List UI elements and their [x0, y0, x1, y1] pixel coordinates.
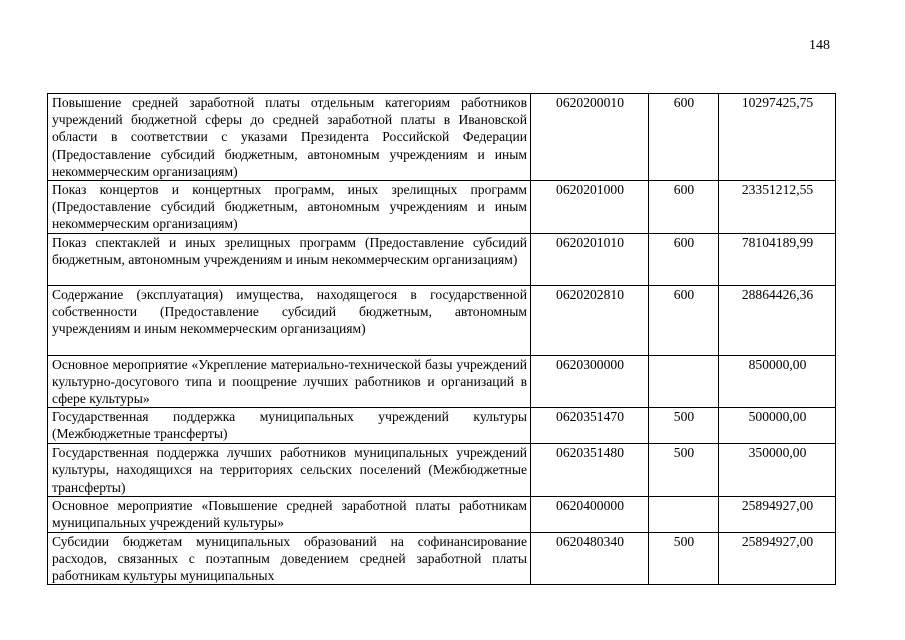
row-description: Субсидии бюджетам муниципальных образований на софинансирование расходов, связанных с поэтапным доведением средней заработной платы работникам культуры муниципальных: [48, 532, 531, 585]
page-number: 148: [809, 38, 830, 53]
table-row: [48, 285, 836, 355]
table-row: [48, 408, 836, 444]
row-description: Повышение средней заработной платы отдельным категориям работников учреждений бюджетной сферы до средней заработной платы в Ивановской области в соответствии с указами Президента Российской Федерации (Предоставление субсидий бюджетным, автономным учреждениям и иным некоммерческим организациям): [48, 94, 531, 181]
row-amount: 500000,00: [719, 408, 836, 444]
row-type: 600: [649, 181, 719, 234]
row-code: 0620351480: [531, 444, 649, 497]
row-type: 600: [649, 233, 719, 285]
row-amount: 10297425,75: [719, 94, 836, 181]
table-row: [48, 233, 836, 285]
table-row: [48, 94, 836, 181]
row-amount: 23351212,55: [719, 181, 836, 234]
row-type: 500: [649, 532, 719, 585]
row-description: Показ концертов и концертных программ, иных зрелищных программ (Предоставление субсидий бюджетным, автономным учреждениям и иным некоммерческим организациям): [48, 181, 531, 234]
row-code: 0620202810: [531, 285, 649, 355]
table-row: [48, 444, 836, 497]
row-description: Содержание (эксплуатация) имущества, находящегося в государственной собственности (Предоставление субсидий бюджетным, автономным учреждениям и иным некоммерческим организациям): [48, 285, 531, 355]
table-row: [48, 496, 836, 532]
row-code: 0620400000: [531, 496, 649, 532]
row-amount: 850000,00: [719, 355, 836, 408]
budget-table: [47, 93, 836, 585]
row-code: 0620201010: [531, 233, 649, 285]
row-description: Основное мероприятие «Укрепление материально-технической базы учреждений культурно-досугового типа и поощрение лучших работников и организаций в сфере культуры»: [48, 355, 531, 408]
row-amount: 25894927,00: [719, 532, 836, 585]
table-row: [48, 355, 836, 408]
row-type: [649, 496, 719, 532]
row-amount: 25894927,00: [719, 496, 836, 532]
row-type: 500: [649, 444, 719, 497]
row-code: 0620200010: [531, 94, 649, 181]
table-row: [48, 181, 836, 234]
row-code: 0620201000: [531, 181, 649, 234]
row-description: Государственная поддержка лучших работников муниципальных учреждений культуры, находящихся на территориях сельских поселений (Межбюджетные трансферты): [48, 444, 531, 497]
row-description: Государственная поддержка муниципальных учреждений культуры (Межбюджетные трансферты): [48, 408, 531, 444]
row-amount: 28864426,36: [719, 285, 836, 355]
row-amount: 78104189,99: [719, 233, 836, 285]
table-row: [48, 532, 836, 585]
row-code: 0620480340: [531, 532, 649, 585]
row-type: 500: [649, 408, 719, 444]
row-description: Основное мероприятие «Повышение средней заработной платы работникам муниципальных учреждений культуры»: [48, 496, 531, 532]
row-type: 600: [649, 94, 719, 181]
row-type: 600: [649, 285, 719, 355]
row-code: 0620300000: [531, 355, 649, 408]
row-amount: 350000,00: [719, 444, 836, 497]
row-description: Показ спектаклей и иных зрелищных программ (Предоставление субсидий бюджетным, автономным учреждениям и иным некоммерческим организациям): [48, 233, 531, 285]
row-type: [649, 355, 719, 408]
row-code: 0620351470: [531, 408, 649, 444]
